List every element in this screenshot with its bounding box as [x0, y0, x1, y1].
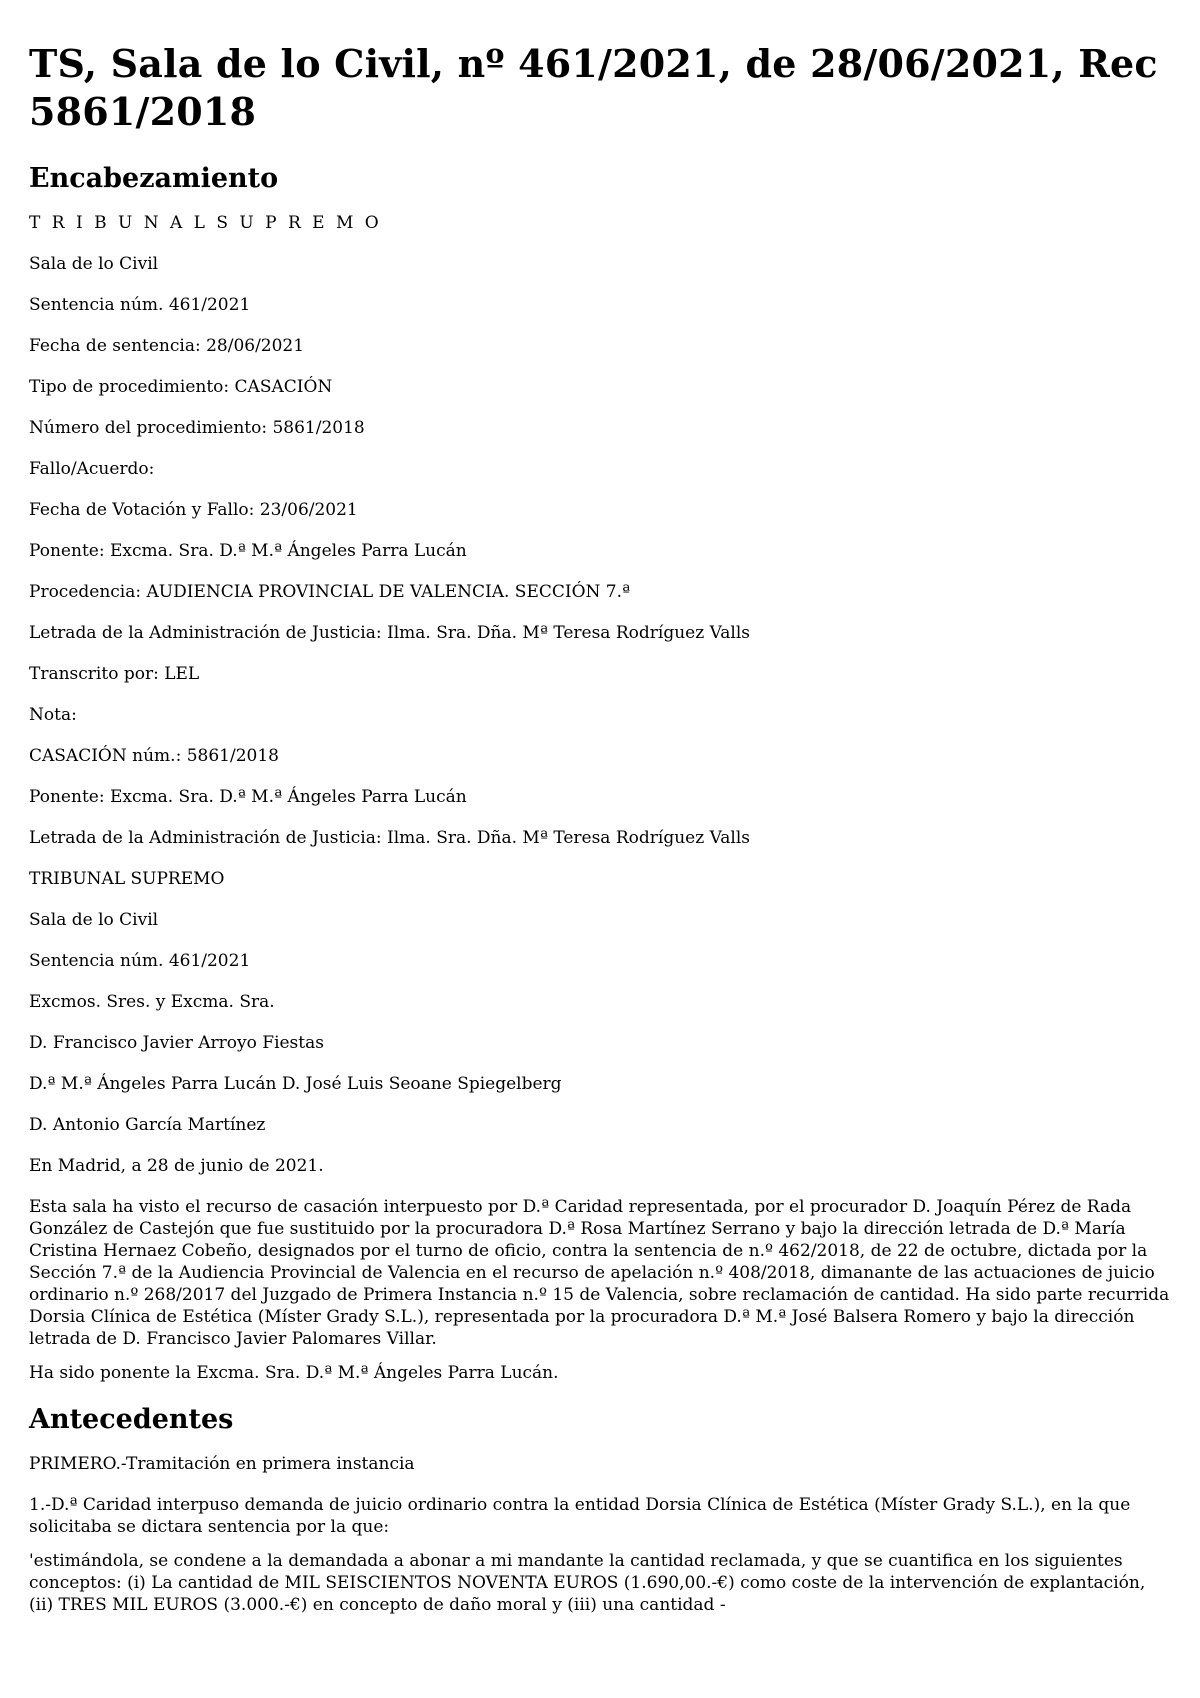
court-clerk: Letrada de la Administración de Justicia: Ilma. Sra. Dña. Mª Teresa Rodríguez Valls — [29, 623, 751, 643]
court-name-spaced: T R I B U N A L S U P R E M O — [29, 213, 382, 233]
note-label: Nota: — [29, 705, 77, 725]
chamber: Sala de lo Civil — [29, 254, 159, 274]
section-heading-encabezamiento: Encabezamiento — [29, 163, 279, 194]
transcribed-by: Transcrito por: LEL — [29, 664, 200, 684]
court-name: TRIBUNAL SUPREMO — [29, 869, 225, 889]
case-summary-paragraph: Esta sala ha visto el recurso de casación interpuesto por D.ª Caridad representada, por el procurador D. Joaquín Pérez de Rada González de Castejón que fue sustituido por la procuradora D.ª Rosa Martínez Serrano y bajo la dirección letrada de D.ª María Cristina Hernaez Cobeño, designados por el turno de oficio, contra la sentencia de n.º 462/2018, de 22 de octubre, dictada por la Sección 7.ª de la Audiencia Provincial de Valencia en el recurso de apelación n.º 408/2018, dimanante de las actuaciones de juicio ordinario n.º 268/2017 del Juzgado de Primera Instancia n.º 15 de Valencia, sobre reclamación de cantidad. Ha sido parte recurrida Dorsia Clínica de Estética (Míster Grady S.L.), representada por la procuradora D.ª M.ª José Balsera Romero y bajo la dirección letrada de D. Francisco Javier Palomares Villar. — [29, 1197, 1170, 1349]
rapporteur: Ponente: Excma. Sra. D.ª M.ª Ángeles Parra Lucán — [29, 541, 467, 561]
place-date: En Madrid, a 28 de junio de 2021. — [29, 1156, 324, 1176]
judge-4: D. Antonio García Martínez — [29, 1115, 266, 1135]
sentence-date: Fecha de sentencia: 28/06/2021 — [29, 336, 305, 356]
cassation-number: CASACIÓN núm.: 5861/2018 — [29, 746, 279, 766]
sentence-number-repeat: Sentencia núm. 461/2021 — [29, 951, 251, 971]
ruling-agreement: Fallo/Acuerdo: — [29, 459, 155, 479]
header-metadata — [29, 212, 1172, 1177]
rapporteur-statement: Ha sido ponente la Excma. Sra. D.ª M.ª Ángeles Parra Lucán. — [29, 1363, 559, 1383]
sentence-number: Sentencia núm. 461/2021 — [29, 295, 251, 315]
procedure-number: Número del procedimiento: 5861/2018 — [29, 418, 365, 438]
judge-2-3: D.ª M.ª Ángeles Parra Lucán D. José Luis Seoane Spiegelberg — [29, 1074, 562, 1094]
voting-date: Fecha de Votación y Fallo: 23/06/2021 — [29, 500, 358, 520]
rapporteur-repeat: Ponente: Excma. Sra. D.ª M.ª Ángeles Parra Lucán — [29, 787, 467, 807]
origin-court: Procedencia: AUDIENCIA PROVINCIAL DE VALENCIA. SECCIÓN 7.ª — [29, 582, 631, 602]
document-title: TS, Sala de lo Civil, nº 461/2021, de 28/06/2021, Rec 5861/2018 — [29, 41, 1158, 134]
section-heading-antecedentes: Antecedentes — [29, 1404, 234, 1435]
chamber-repeat: Sala de lo Civil — [29, 910, 159, 930]
judges-intro: Excmos. Sres. y Excma. Sra. — [29, 992, 275, 1012]
court-clerk-repeat: Letrada de la Administración de Justicia: Ilma. Sra. Dña. Mª Teresa Rodríguez Valls — [29, 828, 751, 848]
antecedent-paragraph-2: 'estimándola, se condene a la demandada a abonar a mi mandante la cantidad reclamada, y que se cuantifica en los siguientes conceptos: (i) La cantidad de MIL SEISCIENTOS NOVENTA EUROS (1.690,00.-€) como coste de la intervención de explantación, (ii) TRES MIL EUROS (3.000.-€) en concepto de daño moral y (iii) una cantidad - — [29, 1551, 1146, 1615]
first-instance-heading: PRIMERO.-Tramitación en primera instancia — [29, 1454, 415, 1474]
procedure-type: Tipo de procedimiento: CASACIÓN — [29, 377, 333, 397]
judge-1: D. Francisco Javier Arroyo Fiestas — [29, 1033, 324, 1053]
antecedent-paragraph-1: 1.-D.ª Caridad interpuso demanda de juicio ordinario contra la entidad Dorsia Clínica de Estética (Míster Grady S.L.), en la que solicitaba se dictara sentencia por la que: — [29, 1495, 1131, 1537]
